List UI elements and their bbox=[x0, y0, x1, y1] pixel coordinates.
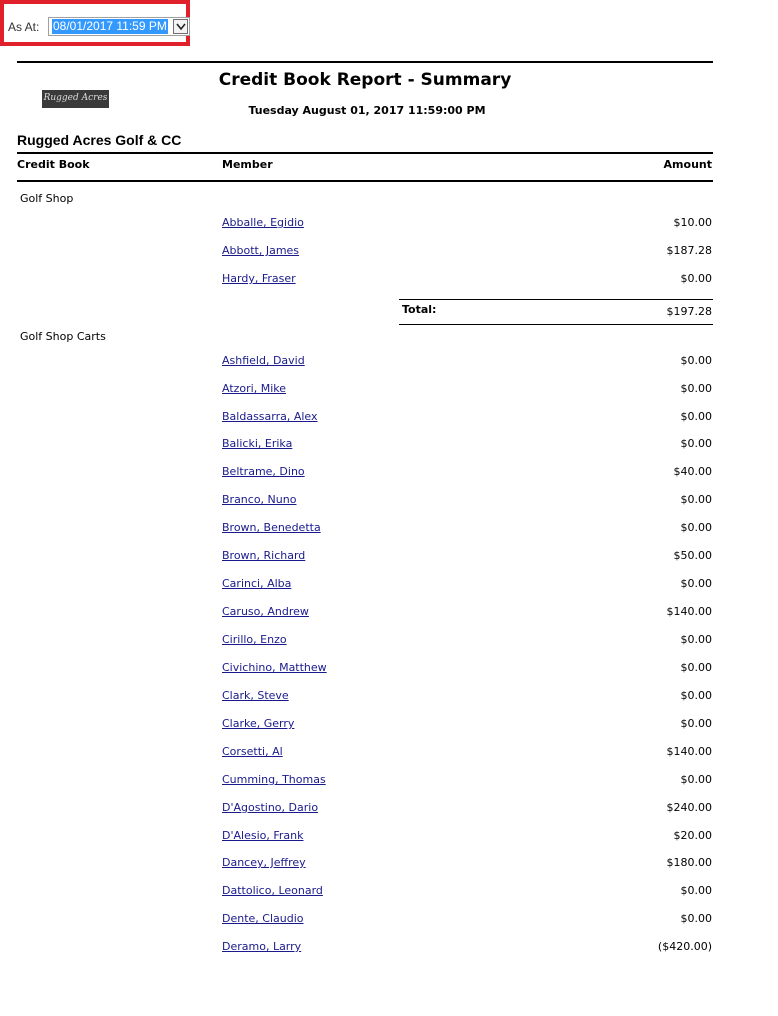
member-amount: ($420.00) bbox=[657, 940, 712, 953]
member-link[interactable]: Corsetti, Al bbox=[222, 745, 283, 758]
club-logo: Rugged Acres bbox=[42, 90, 109, 108]
member-link[interactable]: Balicki, Erika bbox=[222, 437, 293, 450]
member-amount: $10.00 bbox=[673, 216, 712, 229]
member-amount: $0.00 bbox=[680, 493, 712, 506]
chevron-down-icon bbox=[176, 23, 186, 31]
member-link[interactable]: Abballe, Egidio bbox=[222, 216, 304, 229]
member-amount: $140.00 bbox=[666, 605, 712, 618]
as-at-highlight bbox=[0, 0, 190, 46]
member-link[interactable]: Caruso, Andrew bbox=[222, 605, 309, 618]
as-at-dropdown-button[interactable] bbox=[173, 19, 188, 34]
member-amount: $140.00 bbox=[666, 745, 712, 758]
member-amount: $0.00 bbox=[680, 717, 712, 730]
member-amount: $0.00 bbox=[680, 773, 712, 786]
member-amount: $0.00 bbox=[680, 661, 712, 674]
member-amount: $187.28 bbox=[666, 244, 712, 257]
member-link[interactable]: D'Alesio, Frank bbox=[222, 829, 304, 842]
report-title: Credit Book Report - Summary bbox=[218, 70, 512, 90]
member-amount: $0.00 bbox=[680, 521, 712, 534]
member-link[interactable]: Brown, Richard bbox=[222, 549, 306, 562]
member-amount: $0.00 bbox=[680, 437, 712, 450]
total-amount: $197.28 bbox=[666, 305, 712, 318]
group-label-golf-shop-carts: Golf Shop Carts bbox=[20, 330, 106, 343]
column-credit-book: Credit Book bbox=[17, 158, 90, 171]
member-link[interactable]: Branco, Nuno bbox=[222, 493, 297, 506]
member-amount: $180.00 bbox=[666, 856, 712, 869]
member-link[interactable]: Brown, Benedetta bbox=[222, 521, 321, 534]
member-amount: $0.00 bbox=[680, 382, 712, 395]
member-link[interactable]: Cumming, Thomas bbox=[222, 773, 326, 786]
member-amount: $0.00 bbox=[680, 912, 712, 925]
total-label: Total: bbox=[402, 303, 437, 316]
member-amount: $0.00 bbox=[680, 272, 712, 285]
member-amount: $240.00 bbox=[666, 801, 712, 814]
member-amount: $0.00 bbox=[680, 633, 712, 646]
member-amount: $0.00 bbox=[680, 689, 712, 702]
group-label-golf-shop: Golf Shop bbox=[20, 192, 74, 205]
member-link[interactable]: Atzori, Mike bbox=[222, 382, 287, 395]
member-link[interactable]: Hardy, Fraser bbox=[222, 272, 296, 285]
member-amount: $50.00 bbox=[673, 549, 712, 562]
member-link[interactable]: Baldassarra, Alex bbox=[222, 410, 318, 423]
header-rule-bottom bbox=[17, 180, 713, 182]
total-rule-bottom bbox=[399, 324, 713, 325]
member-link[interactable]: Abbott, James bbox=[222, 244, 300, 257]
member-link[interactable]: D'Agostino, Dario bbox=[222, 801, 319, 814]
as-at-label: As At: bbox=[8, 20, 40, 34]
total-rule-top bbox=[399, 299, 713, 300]
member-link[interactable]: Clarke, Gerry bbox=[222, 717, 295, 730]
member-link[interactable]: Carinci, Alba bbox=[222, 577, 292, 590]
member-amount: $0.00 bbox=[680, 354, 712, 367]
member-link[interactable]: Clark, Steve bbox=[222, 689, 289, 702]
member-link[interactable]: Dente, Claudio bbox=[222, 912, 304, 925]
member-link[interactable]: Deramo, Larry bbox=[222, 940, 302, 953]
column-member: Member bbox=[222, 158, 273, 171]
member-amount: $0.00 bbox=[680, 884, 712, 897]
top-rule bbox=[17, 61, 713, 63]
member-link[interactable]: Dancey, Jeffrey bbox=[222, 856, 306, 869]
member-link[interactable]: Civichino, Matthew bbox=[222, 661, 327, 674]
as-at-date-value[interactable]: 08/01/2017 11:59 PM bbox=[53, 19, 167, 33]
member-amount: $0.00 bbox=[680, 577, 712, 590]
member-link[interactable]: Dattolico, Leonard bbox=[222, 884, 323, 897]
column-amount: Amount bbox=[663, 158, 712, 171]
report-date: Tuesday August 01, 2017 11:59:00 PM bbox=[248, 104, 486, 117]
member-link[interactable]: Cirillo, Enzo bbox=[222, 633, 287, 646]
member-amount: $20.00 bbox=[673, 829, 712, 842]
member-amount: $40.00 bbox=[673, 465, 712, 478]
club-name: Rugged Acres Golf & CC bbox=[17, 132, 182, 148]
member-link[interactable]: Beltrame, Dino bbox=[222, 465, 305, 478]
as-at-date-input[interactable] bbox=[48, 17, 190, 36]
member-link[interactable]: Ashfield, David bbox=[222, 354, 305, 367]
header-rule-top bbox=[17, 152, 713, 154]
member-amount: $0.00 bbox=[680, 410, 712, 423]
